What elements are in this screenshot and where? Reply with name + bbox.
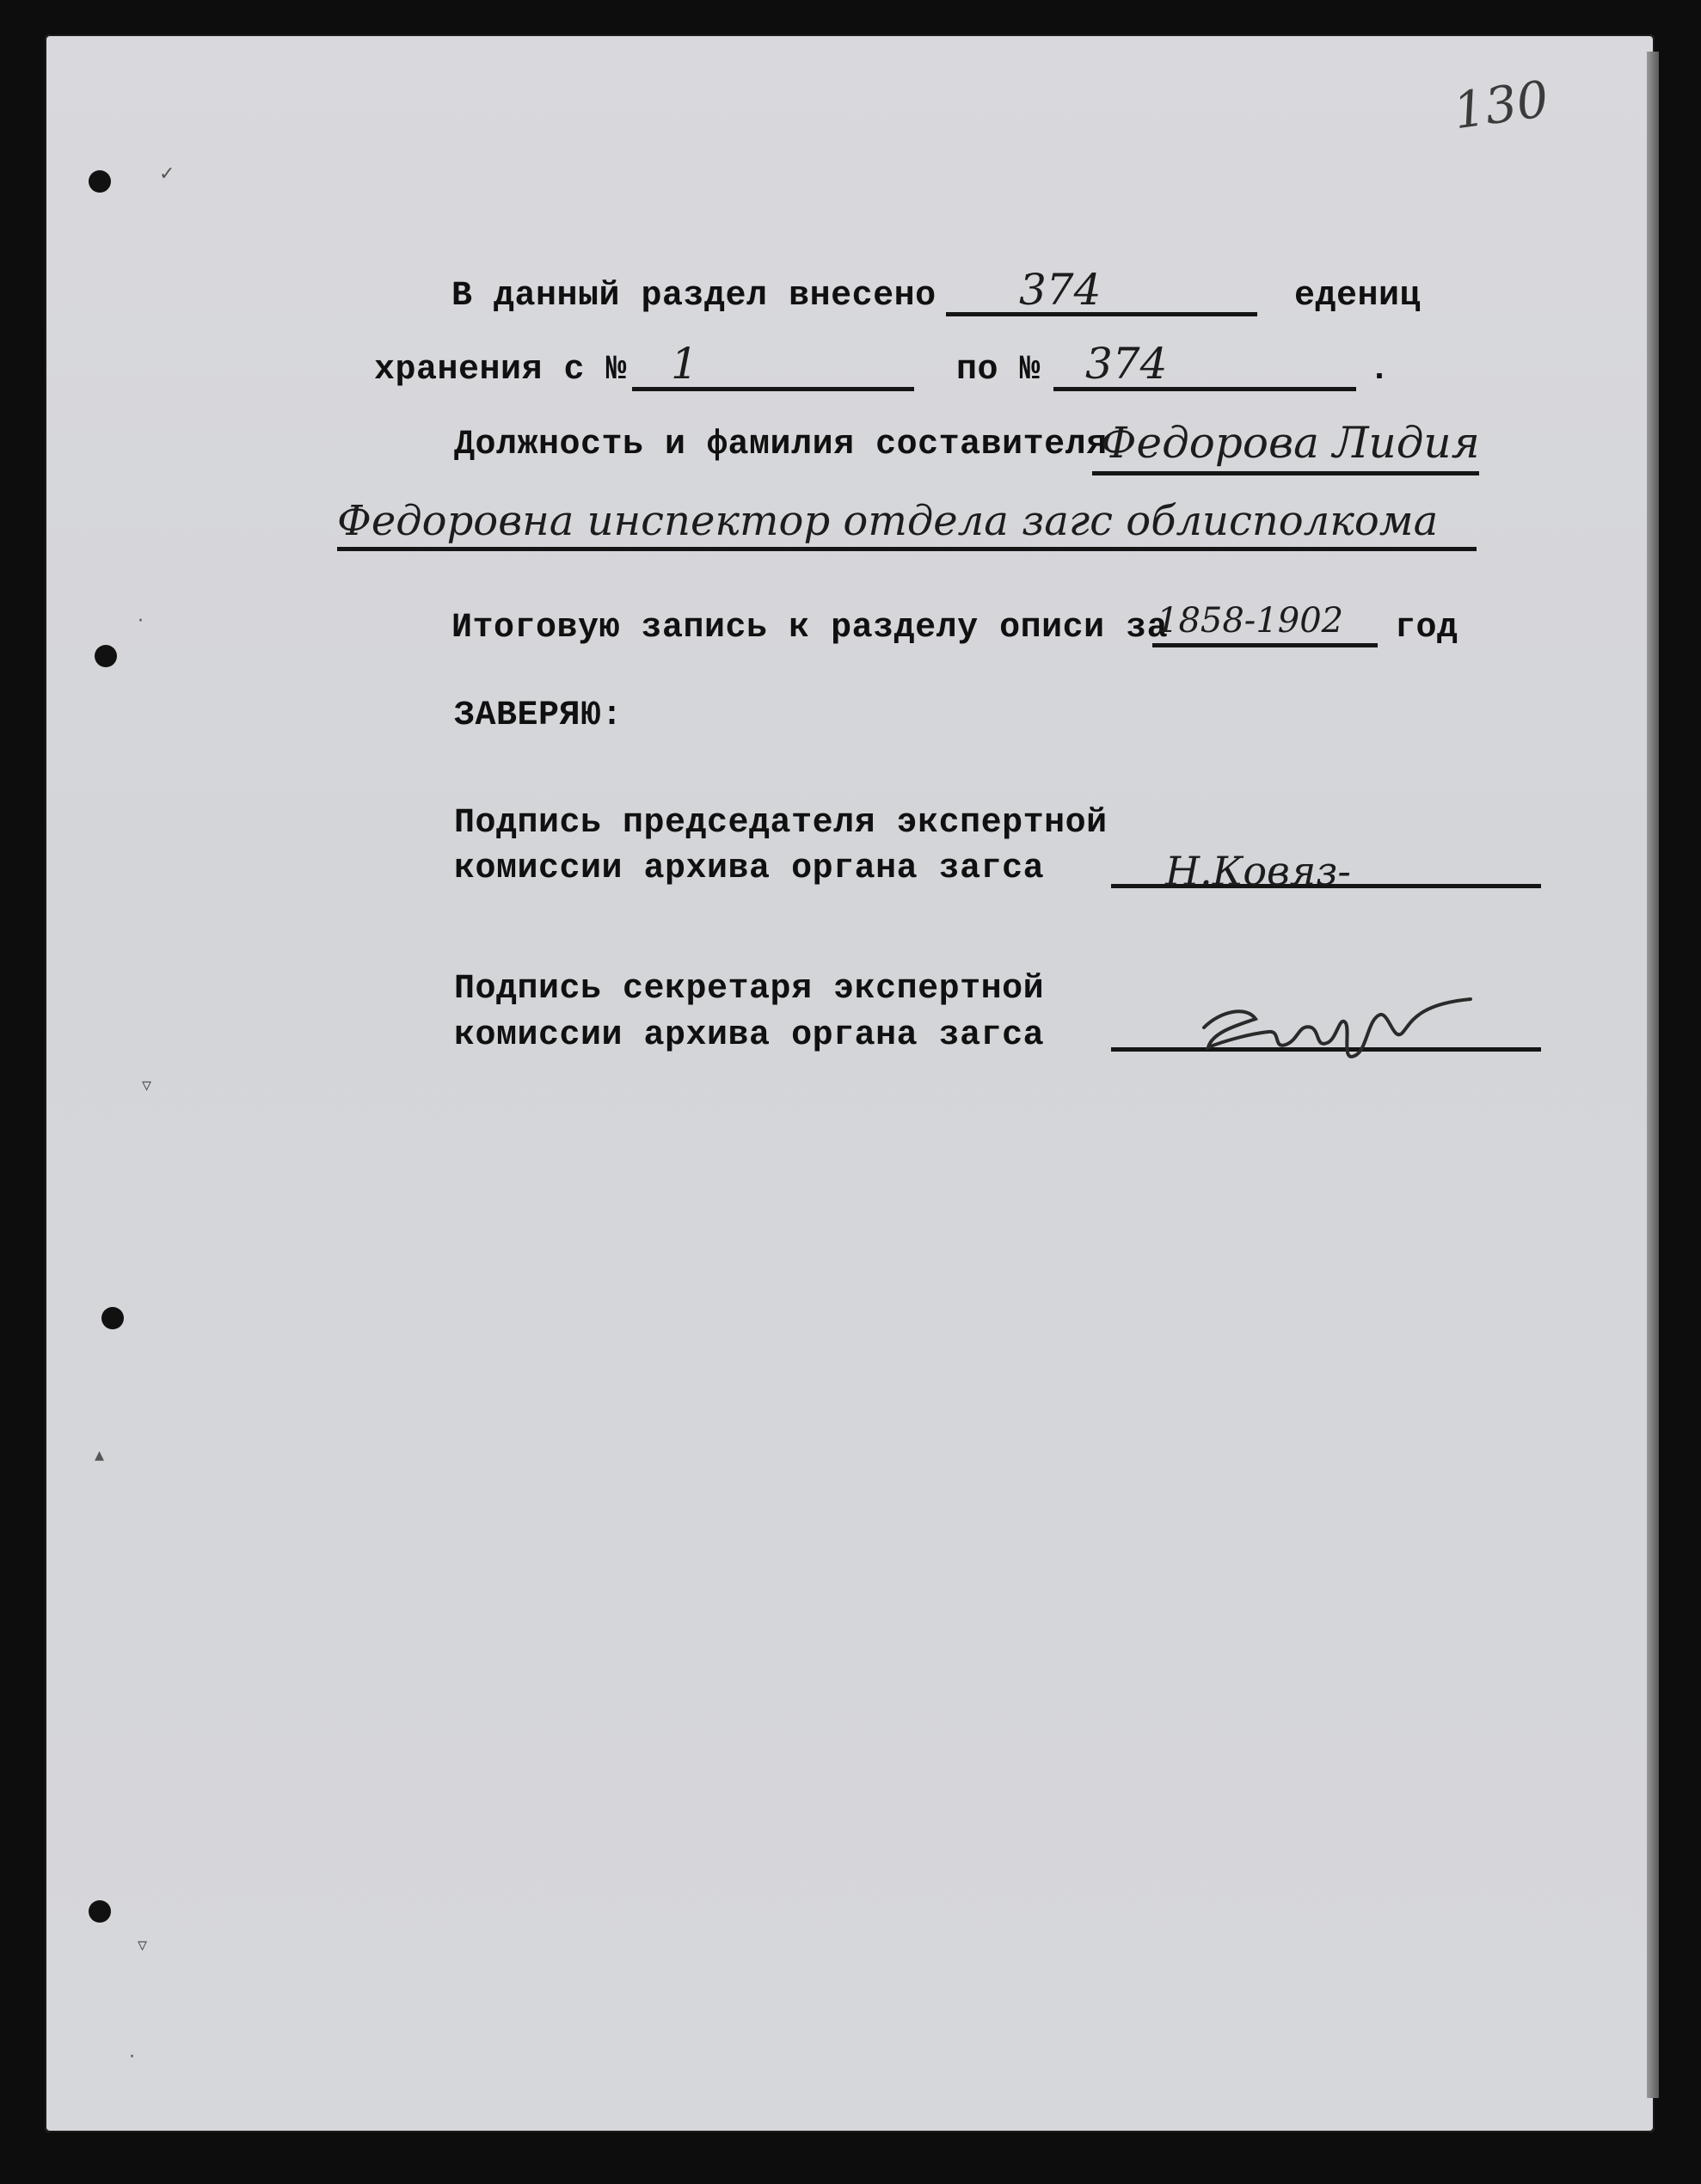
paper-speck: · — [138, 610, 144, 632]
years-value: 1858-1902 — [1157, 601, 1344, 641]
storage-from-label: хранения с № — [374, 351, 628, 390]
secretary-signature — [1187, 980, 1496, 1075]
storage-from-value: 1 — [671, 339, 698, 389]
units-count-value: 374 — [1019, 265, 1102, 315]
compiler-name-part2: Федоровна инспектор отдела загс облисполкома — [337, 497, 1439, 545]
year-label: год — [1395, 609, 1458, 647]
storage-to-value: 374 — [1085, 339, 1168, 389]
paper-speck: ▿ — [138, 1935, 148, 1956]
certify-heading: ЗАВЕРЯЮ: — [454, 696, 623, 735]
chairman-label-line2: комиссии архива органа загса — [454, 850, 1045, 888]
binder-hole — [89, 1900, 111, 1923]
compiler-name-part1: Федорова Лидия — [1101, 418, 1480, 468]
line-end-period: . — [1369, 351, 1391, 390]
units-label: едениц — [1294, 277, 1422, 316]
storage-to-label: по № — [956, 351, 1041, 390]
paper-speck: · — [129, 2046, 135, 2068]
final-record-label: Итоговую запись к разделу описи за — [451, 609, 1169, 647]
page-number: 130 — [1449, 69, 1552, 141]
paper-speck: ✓ — [159, 163, 175, 185]
secretary-label-line1: Подпись секретаря экспертной — [454, 970, 1045, 1009]
binder-hole — [101, 1307, 124, 1329]
units-entered-label: В данный раздел внесено — [451, 277, 936, 316]
chairman-label-line1: Подпись председателя экспертной — [454, 804, 1108, 843]
secretary-label-line2: комиссии архива органа загса — [454, 1016, 1045, 1055]
chairman-signature: Н.Ковяз- — [1165, 848, 1351, 894]
page-edge — [1647, 52, 1659, 2098]
binder-hole — [89, 170, 111, 193]
paper-speck: ▿ — [142, 1075, 152, 1096]
paper-speck: ▴ — [95, 1445, 105, 1466]
binder-hole — [95, 645, 117, 667]
units-count-field — [946, 262, 1257, 316]
compiler-label: Должность и фамилия составителя — [454, 426, 1108, 464]
